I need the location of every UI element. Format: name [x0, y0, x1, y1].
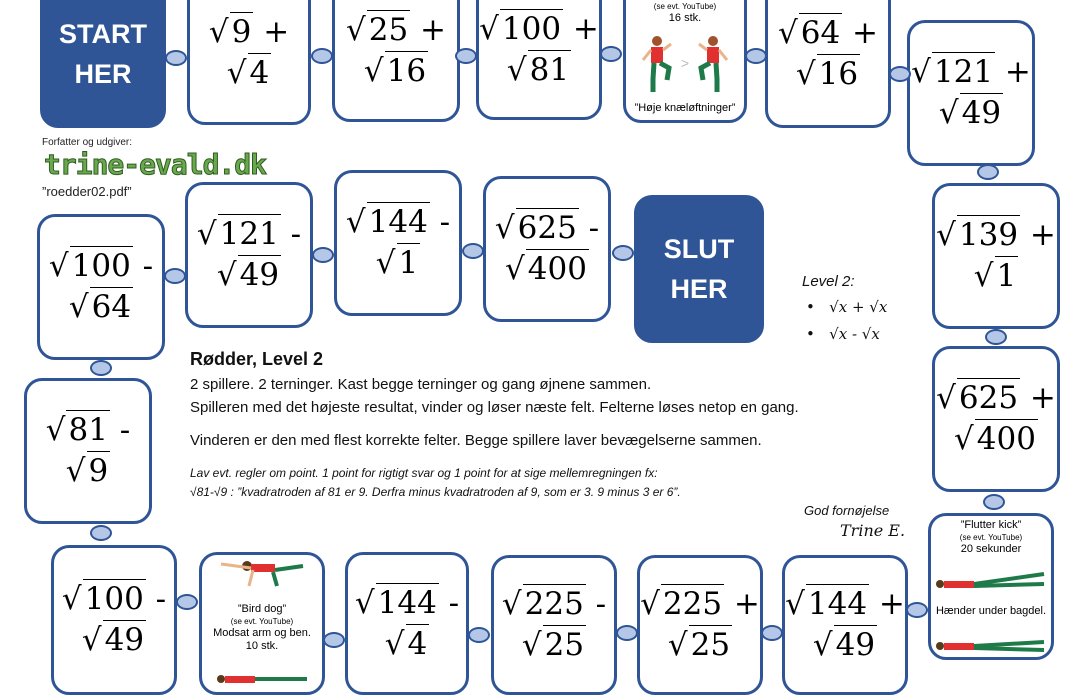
tile-13: √100 - √49	[51, 545, 177, 695]
tile-5: √121 + √49	[907, 20, 1035, 166]
exercise-flutter-note: Hænder under bagdel.	[935, 605, 1047, 617]
knee-lift-figure	[637, 34, 733, 94]
site-logo: trine-evald.dk	[44, 148, 267, 181]
exercise-flutter-count: 20 sekunder	[960, 542, 1022, 555]
tile-3-a: 100	[500, 9, 563, 50]
tile-6: √139 + √1	[932, 183, 1060, 329]
finish-label-1: SLUT	[663, 233, 735, 264]
tile-14-op: -	[448, 584, 460, 621]
person-knee-icon-2	[693, 34, 733, 94]
tile-17-a: 144	[806, 584, 869, 625]
connector-dot	[985, 329, 1007, 345]
rules-line-1: 2 spillere. 2 terninger. Kast begge terninger og gang øjnene sammen.	[190, 376, 652, 393]
tile-15: √225 - √25	[491, 555, 617, 695]
connector-dot	[612, 245, 634, 261]
tile-16-a: 225	[661, 584, 724, 625]
rules-note-2: √81-√9 : ”kvadratroden af 81 er 9. Derfra minus kvadratroden af 9, som er 3. 9 minus 3 er 6”.	[190, 485, 681, 499]
connector-dot	[311, 48, 333, 64]
tile-4-op: +	[852, 15, 879, 52]
connector-dot	[977, 164, 999, 180]
tile-1-a: 9	[230, 12, 254, 53]
exercise-flutter-hint: (se evt. YouTube)	[959, 532, 1023, 542]
tile-2-op: +	[420, 12, 447, 49]
tile-6-op: +	[1029, 217, 1056, 254]
connector-dot	[90, 525, 112, 541]
tile-15-b: 25	[543, 625, 586, 666]
level-title: Level 2:	[802, 273, 855, 290]
connector-dot	[983, 494, 1005, 510]
tile-5-b: 49	[960, 93, 1003, 134]
closing-text: God fornøjelse	[804, 503, 890, 518]
connector-dot	[176, 594, 198, 610]
exercise-birddog-name: ”Bird dog”	[237, 602, 287, 615]
tile-2: √25 + √16	[332, 0, 460, 122]
tile-4-a: 64	[799, 13, 842, 54]
tile-17-b: 49	[834, 625, 877, 666]
rules-line-2: Spilleren med det højeste resultat, vinder og løser næste felt. Felterne løses netop en gang.	[190, 399, 799, 416]
exercise-birddog-tile	[199, 552, 325, 695]
file-name: ”roedder02.pdf”	[42, 184, 132, 199]
connector-dot	[312, 247, 334, 263]
finish-tile	[634, 195, 764, 343]
tile-7: √625 + √400	[932, 346, 1060, 492]
tile-8-b: 400	[526, 249, 589, 290]
tile-10-op: -	[290, 216, 302, 253]
connector-dot	[906, 602, 928, 618]
flutter-kick-icon-2	[932, 632, 1050, 654]
bird-dog-icon	[207, 558, 317, 588]
tile-14: √144 - √4	[345, 552, 469, 695]
level-item-2-text: √x - √x	[829, 325, 880, 343]
connector-dot	[323, 632, 345, 648]
connector-dot	[165, 50, 187, 66]
connector-dot	[616, 625, 638, 641]
tile-11: √100 - √64	[37, 214, 165, 360]
tile-14-a: 144	[376, 583, 439, 624]
rules-note-1: Lav evt. regler om point. 1 point for rigtigt svar og 1 point for at sige mellemregningen fx:	[190, 466, 658, 480]
tile-5-a: 121	[932, 52, 995, 93]
tile-12-op: -	[119, 412, 131, 449]
exercise-birddog-hint: (se evt. YouTube)	[230, 616, 294, 626]
tile-13-a: 100	[83, 579, 146, 620]
tile-1-b: 4	[248, 53, 272, 94]
tile-8: √625 - √400	[483, 176, 611, 322]
tile-16: √225 + √25	[637, 555, 763, 695]
tile-3: √100 + √81	[476, 0, 602, 120]
exercise-flutter-tile	[928, 513, 1054, 660]
tile-9-op: -	[439, 204, 451, 241]
tile-1: √9 + √4	[187, 0, 311, 125]
connector-dot	[889, 66, 911, 82]
tile-9-b: 1	[397, 243, 421, 284]
arrow-right-icon: >	[680, 55, 690, 72]
start-label-1: START	[59, 18, 147, 49]
tile-2-b: 16	[385, 51, 428, 92]
exercise-birddog-desc: Modsat arm og ben.	[213, 626, 311, 639]
tile-8-a: 625	[516, 208, 579, 249]
connector-dot	[745, 48, 767, 64]
exercise-flutter-name: ”Flutter kick”	[960, 519, 1022, 531]
tile-15-op: -	[595, 586, 607, 623]
exercise-birddog-count: 10 stk.	[245, 640, 279, 653]
connector-dot	[761, 625, 783, 641]
tile-17-op: +	[878, 586, 905, 623]
tile-11-a: 100	[70, 246, 133, 287]
start-tile	[40, 0, 166, 128]
tile-4: √64 + √16	[765, 0, 891, 128]
tile-16-b: 25	[689, 625, 732, 666]
connector-dot	[468, 627, 490, 643]
tile-7-a: 625	[957, 378, 1020, 419]
rules-heading: Rødder, Level 2	[190, 349, 324, 369]
tile-14-b: 4	[406, 624, 430, 665]
tile-13-b: 49	[103, 620, 146, 661]
signature: Trine E.	[840, 521, 906, 540]
tile-12-a: 81	[66, 410, 109, 451]
tile-10-b: 49	[238, 255, 281, 296]
exercise-knee-count: 16 stk.	[668, 12, 702, 24]
tile-10-a: 121	[218, 214, 281, 255]
person-knee-icon	[637, 34, 677, 94]
level-item-1: • √x + √x	[806, 298, 888, 316]
connector-dot	[600, 46, 622, 62]
connector-dot	[90, 360, 112, 376]
tile-6-a: 139	[957, 215, 1020, 256]
tile-8-op: -	[588, 210, 600, 247]
tile-12-b: 9	[87, 451, 111, 492]
level-item-2: • √x - √x	[806, 325, 880, 343]
exercise-knee-name: ”Høje knæløftninger”	[634, 102, 736, 115]
tile-9: √144 - √1	[334, 170, 462, 316]
finish-label-2: HER	[670, 274, 728, 304]
tile-3-op: +	[572, 11, 599, 48]
connector-dot	[462, 243, 484, 259]
tile-11-b: 64	[90, 287, 133, 328]
tile-6-b: 1	[995, 256, 1019, 297]
tile-15-a: 225	[523, 584, 586, 625]
exercise-knee-hint: (se evt. YouTube)	[653, 2, 717, 11]
tile-4-b: 16	[817, 54, 860, 95]
bird-dog-icon-2	[207, 669, 317, 689]
connector-dot	[164, 268, 186, 284]
tile-1-op: +	[263, 13, 290, 50]
flutter-kick-icon	[932, 570, 1050, 592]
tile-10: √121 - √49	[185, 182, 313, 328]
tile-9-a: 144	[367, 202, 430, 243]
tile-7-b: 400	[975, 419, 1038, 460]
tile-12: √81 - √9	[24, 378, 152, 524]
tile-5-op: +	[1004, 54, 1031, 91]
exercise-knee-tile	[623, 0, 747, 123]
level-item-1-text: √x + √x	[829, 298, 888, 316]
tile-16-op: +	[733, 586, 760, 623]
author-label: Forfatter og udgiver:	[42, 137, 133, 148]
tile-13-op: -	[155, 581, 167, 618]
start-label-2: HER	[74, 59, 132, 89]
rules-line-3: Vinderen er den med flest korrekte felter. Begge spillere laver bevægelserne sammen.	[190, 432, 762, 449]
connector-dot	[455, 48, 477, 64]
tile-2-a: 25	[367, 10, 410, 51]
tile-11-op: -	[142, 248, 154, 285]
tile-17: √144 + √49	[782, 555, 908, 695]
tile-7-op: +	[1029, 380, 1056, 417]
tile-3-b: 81	[528, 50, 571, 91]
